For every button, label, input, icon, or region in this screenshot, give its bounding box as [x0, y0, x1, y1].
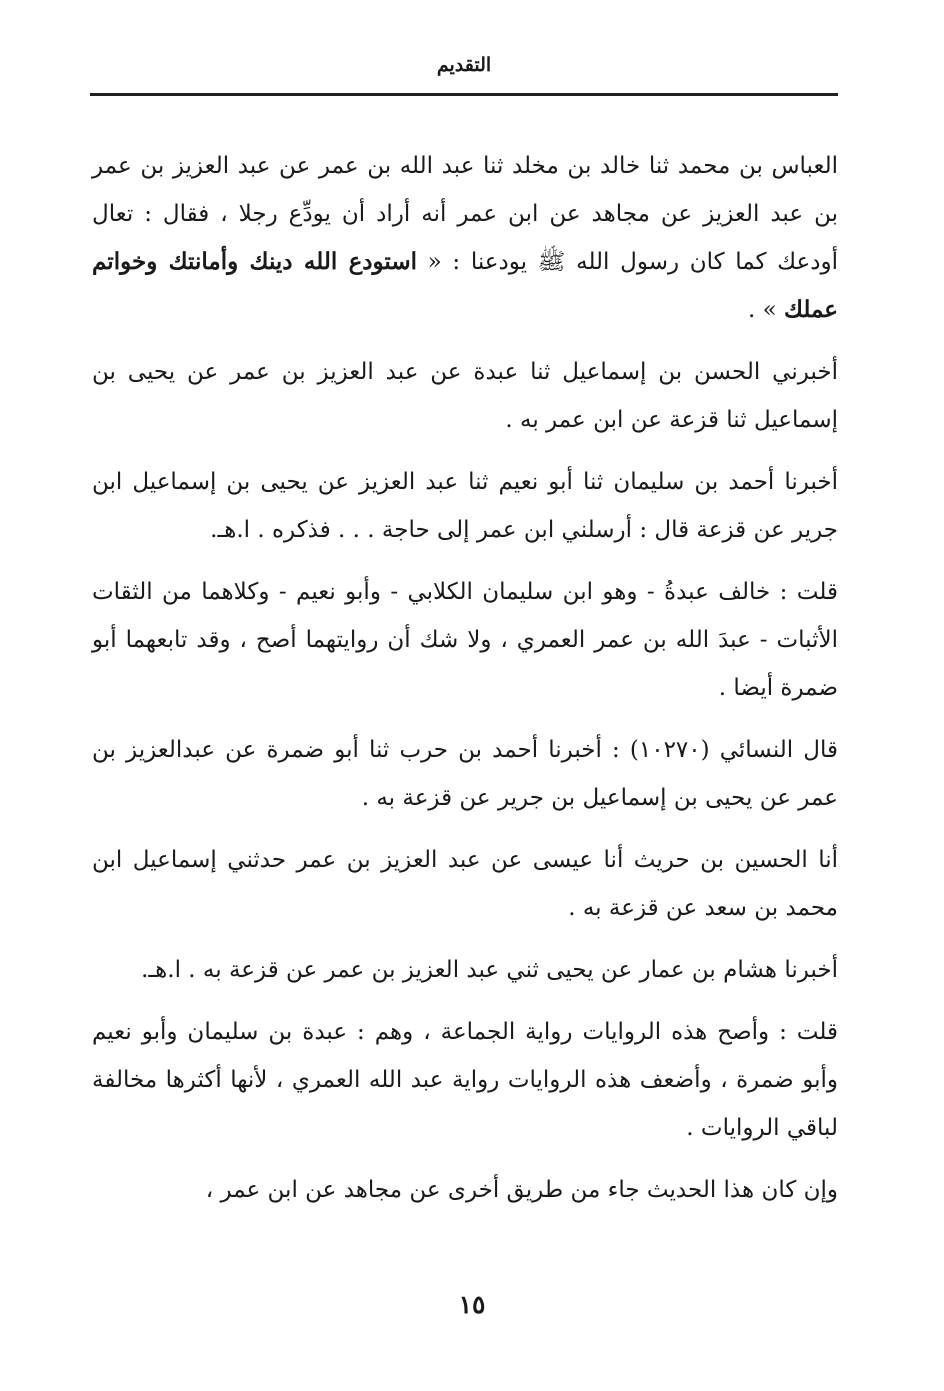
- paragraph-8: قلت : وأصح هذه الروايات رواية الجماعة ، وهم : عبدة بن سليمان وأبو نعيم وأبو ضمرة ، وأضعف هذه الروايات رواية عبد الله العمري ، لأنها أكثرها مخالفة لباقي الروايات .: [92, 1019, 838, 1141]
- paragraph-1-bold-quote: استودع الله دينك وأمانتك وخواتم عملك: [92, 248, 838, 323]
- paragraph-1: [92, 142, 838, 334]
- page-number: ١٥: [458, 1290, 486, 1319]
- running-head-title: التقديم: [436, 54, 492, 76]
- header-divider: [90, 93, 838, 96]
- page-header: [90, 48, 838, 98]
- paragraph-7: أخبرنا هشام بن عمار عن يحيى ثني عبد العزيز بن عمر عن قزعة به . ا.هـ.: [141, 957, 838, 983]
- paragraph-9: وإن كان هذا الحديث جاء من طريق أخرى عن مجاهد عن ابن عمر ،: [205, 1177, 838, 1203]
- paragraph-3: أخبرنا أحمد بن سليمان ثنا أبو نعيم ثنا عبد العزيز عن يحيى بن إسماعيل ابن جرير عن قزعة قال : أرسلني ابن عمر إلى حاجة . . . فذكره . ا.هـ.: [92, 469, 838, 543]
- paragraph-1-text: العباس بن محمد ثنا خالد بن مخلد ثنا عبد الله بن عمر عن عبد العزيز بن عمر بن عبد العزيز عن مجاهد عن ابن عمر أنه أراد أن يودِّع رجلا ، فقال : تعال أودعك كما كان رسول الله ﷺ يودعنا : «: [92, 153, 838, 275]
- paragraph-4: قلت : خالف عبدةُ - وهو ابن سليمان الكلابي - وأبو نعيم - وكلاهما من الثقات الأثبات - عبدَ الله بن عمر العمري ، ولا شك أن روايتهما أصح ، وقد تابعهما أبو ضمرة أيضا .: [92, 579, 838, 701]
- paragraph-2: أخبرني الحسن بن إسماعيل ثنا عبدة عن عبد العزيز بن عمر عن يحيى بن إسماعيل ثنا قزعة عن ابن عمر به .: [92, 359, 838, 433]
- paragraph-1-tail: » .: [747, 297, 784, 323]
- paragraph-5: قال النسائي (١٠٢٧٠) : أخبرنا أحمد بن حرب ثنا أبو ضمرة عن عبدالعزيز بن عمر عن يحيى بن إسماعيل بن جرير عن قزعة به .: [92, 737, 838, 811]
- paragraph-6: أنا الحسين بن حريث أنا عيسى عن عبد العزيز بن عمر حدثني إسماعيل ابن محمد بن سعد عن قزعة به .: [92, 847, 838, 921]
- page-body: [92, 142, 838, 1228]
